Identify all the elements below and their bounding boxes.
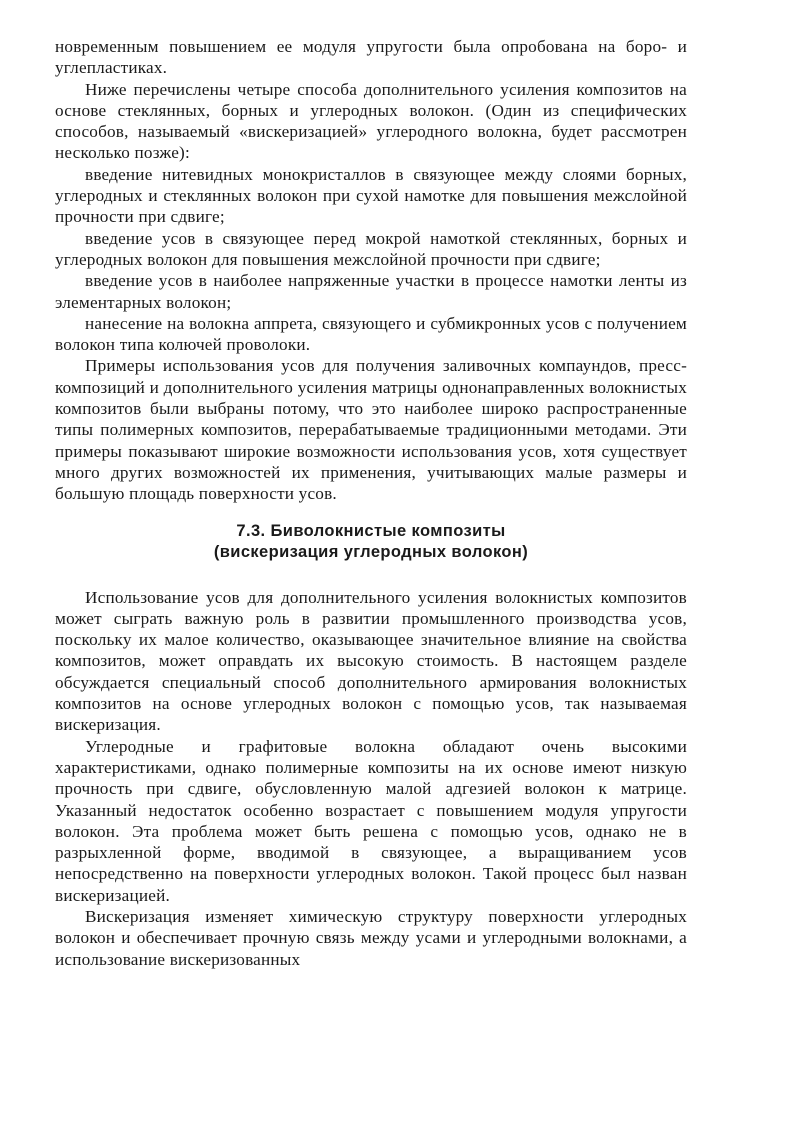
section-heading-subtitle: (вискеризация углеродных волокон) xyxy=(213,542,529,561)
paragraph-carbon-fibers: Углеродные и графитовые волокна обладают очень высокими характеристиками, однако полимерные композиты на их основе имеют низкую прочность при сдвиге, обусловленную малой адгезией волокон к матрице. Указанный недостаток особенно возрастает с повышением модуля упругости волокон. Эта проблема может быть решена с помощью усов, однако не в разрыхленной форме, вводимой в связующее, а выращиванием усов непосредственно на поверхности углеродных волокон. Такой процесс был назван вискеризацией. xyxy=(55,736,687,905)
paragraph-whiskerization: Вискеризация изменяет химическую структуру поверхности углеродных волокон и обеспечивает прочную связь между усами и углеродными волокнами, а использование вискеризованных xyxy=(55,906,687,969)
section-heading xyxy=(55,521,687,563)
paragraph-continuation: новременным повышением ее модуля упругости была опробована на боро- и углепластиках. xyxy=(55,37,687,78)
paragraph-methods-intro: Ниже перечислены четыре способа дополнительного усиления композитов на основе стеклянных, борных и углеродных волокон. (Один из специфических способов, называемый «вискеризацией» углеродного волокна, будет рассмотрен несколько позже): xyxy=(55,79,687,163)
list-item-method-3: введение усов в наиболее напряженные участки в процессе намотки ленты из элементарных волокон; xyxy=(55,271,687,312)
list-item-method-4: нанесение на волокна аппрета, связующего и субмикронных усов с получением волокон типа колючей проволоки. xyxy=(55,313,687,355)
list-item-method-2: введение усов в связующее перед мокрой намоткой стеклянных, борных и углеродных волокон для повышения межслойной прочности при сдвиге; xyxy=(55,228,687,269)
section-heading-title: 7.3. Биволокнистые композиты xyxy=(236,521,506,540)
paragraph-whisker-use: Использование усов для дополнительного усиления волокнистых композитов может сыграть важную роль в развитии промышленного производства усов, поскольку их малое количество, оказывающее значительное влияние на свойства композитов, может оправдать их высокую стоимость. В настоящем разделе обсуждается специальный способ дополнительного армирования волокнистых композитов на основе углеродных волокон с помощью усов, так называемая вискеризация. xyxy=(55,587,687,735)
paragraph-examples: Примеры использования усов для получения заливочных компаундов, пресс-композиций и дополнительного усиления матрицы однонаправленных волокнистых композитов были выбраны потому, что это наиболее широко распространенные типы полимерных композитов, перерабатываемые традиционными методами. Эти примеры показывают широкие возможности использования усов, хотя существует много других возможностей их применения, учитывающих малые размеры и большую площадь поверхности усов. xyxy=(55,356,687,504)
document-page xyxy=(55,36,687,970)
list-item-method-1: введение нитевидных монокристаллов в связующее между слоями борных, углеродных и стеклянных волокон при сухой намотке для повышения межслойной прочности при сдвиге; xyxy=(55,164,687,227)
